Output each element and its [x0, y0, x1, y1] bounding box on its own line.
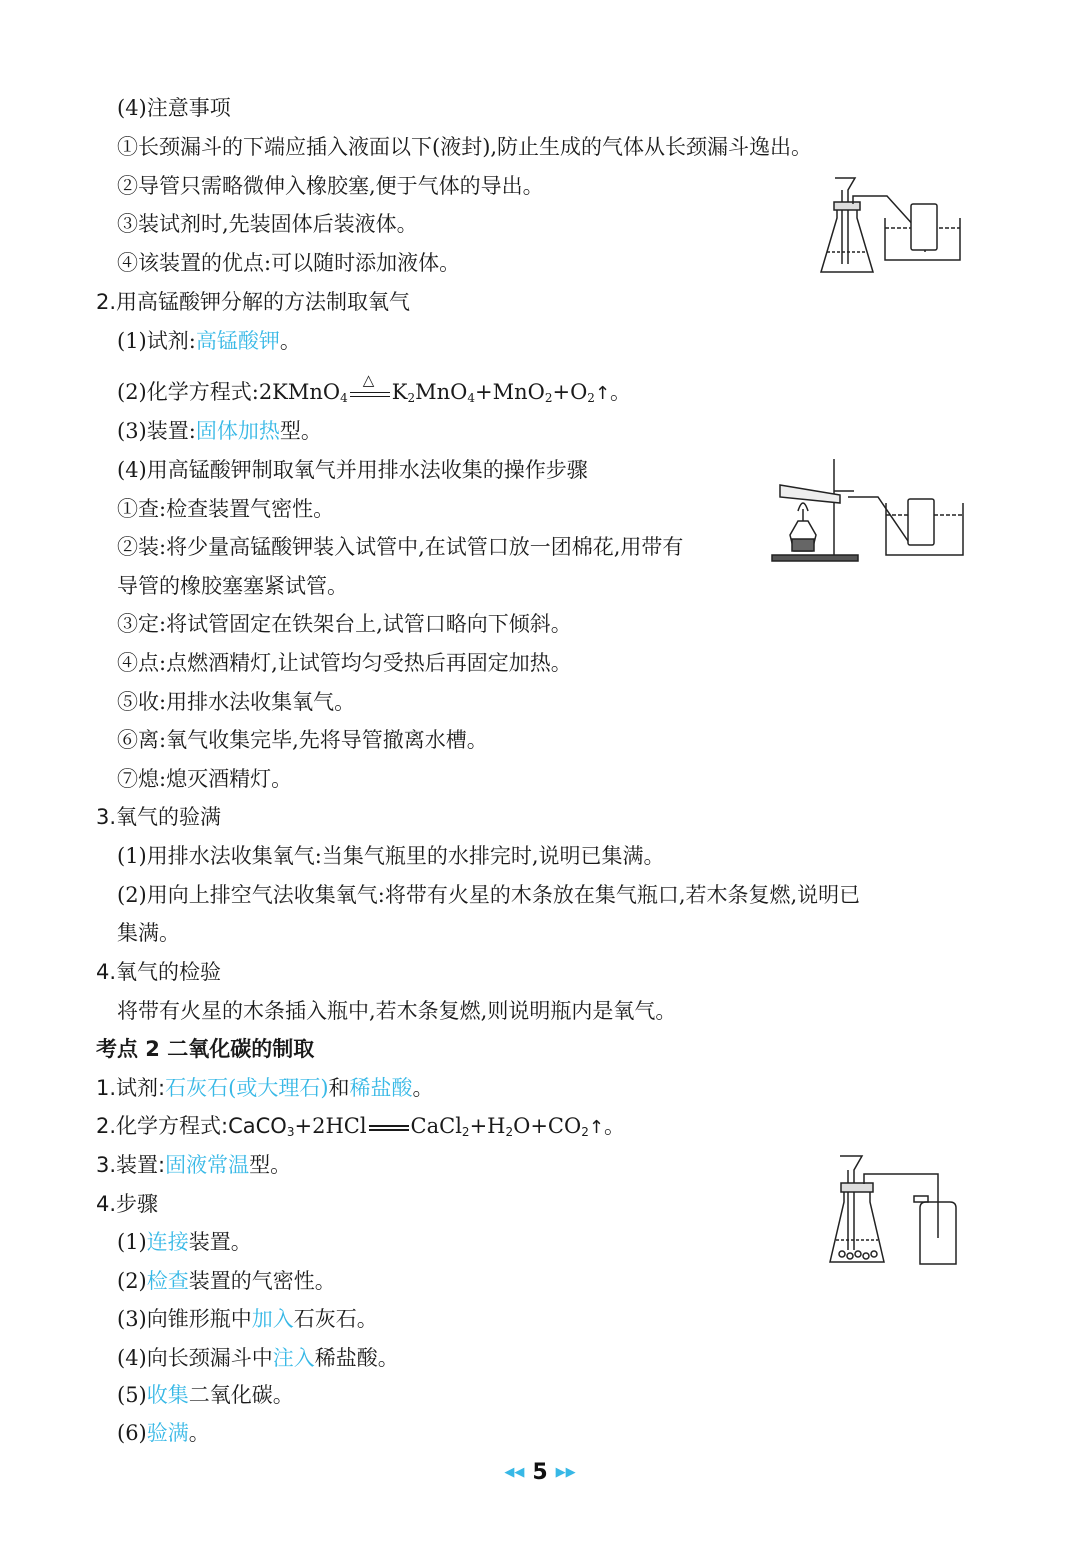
eq-part: +H: [469, 1114, 506, 1138]
eq-sub: 2: [505, 1125, 514, 1139]
flask-water-collection-diagram: [815, 168, 965, 280]
step-text: 装置。: [188, 1230, 252, 1254]
co2-reagents-end: 。: [412, 1076, 434, 1100]
co2-step-1: [117, 1228, 252, 1256]
apparatus-answer: 固体加热: [195, 419, 280, 443]
co2-apparatus: [96, 1151, 291, 1179]
reagent-answer: 高锰酸钾: [195, 329, 280, 353]
eq-part: +2HCl: [294, 1114, 367, 1138]
equation-kmno4: [117, 370, 632, 408]
apparatus-label: (3)装置:: [117, 419, 196, 443]
eq-part: O+CO: [513, 1114, 582, 1138]
step-check: ①查:检查装置气密性。: [117, 497, 335, 521]
co2-apparatus-end: 型。: [249, 1153, 292, 1177]
eq-sub: 2: [461, 1125, 470, 1139]
step-answer: 加入: [251, 1307, 294, 1331]
co2-apparatus-answer: 固液常温: [165, 1153, 250, 1177]
eq-sub: 3: [286, 1125, 295, 1139]
note-item-4: ④该装置的优点:可以随时添加液体。: [117, 251, 461, 275]
note-item-1: ①长颈漏斗的下端应插入液面以下(液封),防止生成的气体从长颈漏斗逸出。: [117, 135, 813, 159]
step-num: (5): [117, 1383, 147, 1407]
heating-tube-diagram: [768, 455, 966, 565]
full-check-water: (1)用排水法收集氧气:当集气瓶里的水排完时,说明已集满。: [117, 844, 665, 868]
oxygen-test: 将带有火星的木条插入瓶中,若木条复燃,则说明瓶内是氧气。: [117, 999, 677, 1023]
gas-arrow: ↑: [588, 1117, 604, 1138]
step-fix: ③定:将试管固定在铁架台上,试管口略向下倾斜。: [117, 612, 572, 636]
step-num: (1): [117, 1230, 147, 1254]
step-light: ④点:点燃酒精灯,让试管均匀受热后再固定加热。: [117, 651, 572, 675]
full-check-air: (2)用向上排空气法收集氧气:将带有火星的木条放在集气瓶口,若木条复燃,说明已: [117, 883, 861, 907]
step-num: (2): [117, 1269, 147, 1293]
reagent-end: 。: [279, 329, 301, 353]
topic-2-heading: 考点 2 二氧化碳的制取: [96, 1037, 315, 1061]
eq-sub: 2: [587, 391, 595, 405]
co2-step-2: [117, 1267, 336, 1295]
note-item-3: ③装试剂时,先装固体后装液体。: [117, 212, 418, 236]
reagent-label: (1)试剂:: [117, 329, 196, 353]
step-answer: 注入: [272, 1346, 315, 1370]
page-right-marker-icon: ▶▶: [555, 1465, 576, 1480]
step-text: 石灰石。: [293, 1307, 378, 1331]
step-collect: ⑤收:用排水法收集氧气。: [117, 690, 356, 714]
co2-step-3: [117, 1305, 378, 1333]
steps-heading: (4)用高锰酸钾制取氧气并用排水法收集的操作步骤: [117, 458, 588, 482]
step-answer: 检查: [146, 1269, 189, 1293]
eq-sub: 2: [407, 391, 416, 405]
eq-sub: 4: [340, 391, 348, 405]
eq-end: 。: [610, 380, 632, 404]
step-text: 装置的气密性。: [188, 1269, 336, 1293]
co2-step-6: [117, 1419, 210, 1447]
step-text: 稀盐酸。: [314, 1346, 399, 1370]
co2-step-4: [117, 1344, 399, 1372]
heat-symbol: △: [362, 370, 375, 389]
step-text: 二氧化碳。: [188, 1383, 294, 1407]
eq-end: 。: [603, 1114, 625, 1138]
reagent-line: [117, 327, 301, 355]
eq-part: CaCl: [410, 1114, 462, 1138]
equation-caco3: [96, 1112, 625, 1142]
eq-part: 2.化学方程式:CaCO: [96, 1114, 287, 1138]
co2-reagent-2: 稀盐酸: [349, 1076, 413, 1100]
page-number: [0, 1460, 1080, 1485]
heat-equals-sign: [348, 370, 392, 404]
eq-part: (2)化学方程式:2KMnO: [117, 380, 341, 404]
step-remove: ⑥离:氧气收集完毕,先将导管撤离水槽。: [117, 728, 488, 752]
step-load-cont: 导管的橡胶塞塞紧试管。: [117, 574, 348, 598]
co2-reagents: [96, 1074, 434, 1102]
page-number-value: 5: [532, 1460, 548, 1485]
full-check-air-cont: 集满。: [117, 921, 180, 945]
co2-apparatus-label: 3.装置:: [96, 1153, 166, 1177]
eq-sub: 2: [544, 391, 553, 405]
step-num: (6): [117, 1421, 147, 1445]
step-extinguish: ⑦熄:熄灭酒精灯。: [117, 767, 293, 791]
step-load: ②装:将少量高锰酸钾装入试管中,在试管口放一团棉花,用带有: [117, 535, 684, 559]
step-text: 。: [188, 1421, 210, 1445]
section-3-title: 3.氧气的验满: [96, 805, 222, 829]
section-4-title: 4.氧气的检验: [96, 960, 222, 984]
eq-part: K: [391, 380, 408, 404]
eq-sub: 4: [467, 391, 475, 405]
step-answer: 收集: [146, 1383, 189, 1407]
apparatus-line: [117, 417, 322, 445]
co2-reagents-and: 和: [328, 1076, 350, 1100]
step-answer: 连接: [146, 1230, 189, 1254]
page-left-marker-icon: ◀◀: [504, 1465, 525, 1480]
gas-arrow: ↑: [594, 383, 611, 404]
step-num: (3)向锥形瓶中: [117, 1307, 252, 1331]
co2-steps-title: 4.步骤: [96, 1192, 159, 1216]
apparatus-end: 型。: [279, 419, 322, 443]
step-answer: 验满: [146, 1421, 189, 1445]
eq-part: +MnO: [475, 380, 545, 404]
eq-sub: 2: [581, 1125, 589, 1139]
co2-step-5: [117, 1381, 294, 1409]
co2-reagents-label: 1.试剂:: [96, 1076, 166, 1100]
step-num: (4)向长颈漏斗中: [117, 1346, 273, 1370]
co2-reagent-1: 石灰石(或大理石): [165, 1076, 329, 1100]
section-2-title: 2.用高锰酸钾分解的方法制取氧气: [96, 290, 411, 314]
note-heading: (4)注意事项: [117, 96, 231, 120]
co2-apparatus-diagram: [826, 1150, 961, 1270]
equals-sign: [367, 1117, 411, 1137]
note-item-2: ②导管只需略微伸入橡胶塞,便于气体的导出。: [117, 174, 544, 198]
eq-part: +O: [552, 380, 588, 404]
eq-part: MnO: [415, 380, 468, 404]
